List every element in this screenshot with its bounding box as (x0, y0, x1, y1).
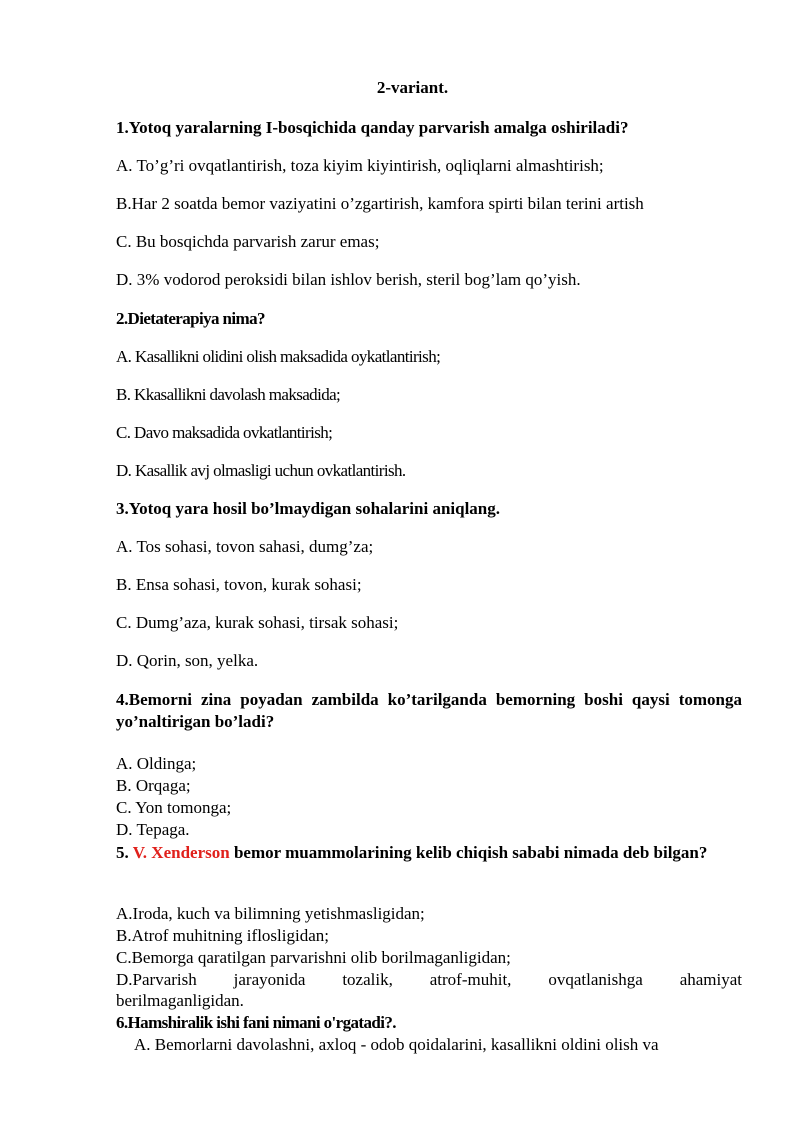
q1-option-c: C. Bu bosqichda parvarish zarur emas; (116, 232, 380, 251)
q1-option-a: A. To’g’ri ovqatlantirish, toza kiyim kiyintirish, oqliqlarni almashtirish; (116, 156, 604, 175)
question-4: 4.Bemorni zina poyadan zambilda ko’tarilganda bemorning boshi qaysi tomonga yo’naltirigan bo’ladi? (116, 690, 742, 731)
q5-author-name: V. Xenderson (132, 843, 230, 862)
question-3: 3.Yotoq yara hosil bo’lmaydigan sohalarini aniqlang. (116, 499, 501, 518)
question-5 (116, 842, 742, 864)
q3-option-a: A. Tos sohasi, tovon sahasi, dumg’za; (116, 537, 374, 556)
q5-option-d-line2: berilmaganligidan. (116, 991, 244, 1010)
q4-option-d: D. Tepaga. (116, 820, 190, 839)
q2-option-a: A. Kasallikni olidini olish maksadida oykatlantirish; (116, 347, 441, 366)
q3-option-d: D. Qorin, son, yelka. (116, 651, 259, 670)
q2-option-d: D. Kasallik avj olmasligi uchun ovkatlantirish. (116, 461, 406, 480)
q3-option-c: C. Dumg’aza, kurak sohasi, tirsak sohasi; (116, 613, 399, 632)
question-6: 6.Hamshiralik ishi fani nimani o'rgatadi?. (116, 1013, 396, 1032)
question-2: 2.Dietaterapiya nima? (116, 309, 265, 328)
q4-option-a: A. Oldinga; (116, 754, 197, 773)
q5-option-b: B.Atrof muhitning iflosligidan; (116, 926, 329, 945)
q1-option-b: B.Har 2 soatda bemor vaziyatini o’zgartirish, kamfora spirti bilan terini artish (116, 194, 644, 213)
q6-option-a: A. Bemorlarni davolashni, axloq - odob qoidalarini, kasallikni oldini olish va (134, 1035, 659, 1054)
q2-option-c: C. Davo maksadida ovkatlantirish; (116, 423, 333, 442)
q4-option-c: C. Yon tomonga; (116, 798, 232, 817)
question-1: 1.Yotoq yaralarning I-bosqichida qanday parvarish amalga oshiriladi? (116, 118, 629, 137)
q1-option-d: D. 3% vodorod peroksidi bilan ishlov berish, steril bog’lam qo’yish. (116, 270, 581, 289)
q4-option-b: B. Orqaga; (116, 776, 191, 795)
q2-option-b: B. Kkasallikni davolash maksadida; (116, 385, 341, 404)
q5-option-c: C.Bemorga qaratilgan parvarishni olib borilmaganligidan; (116, 948, 511, 967)
q3-option-b: B. Ensa sohasi, tovon, kurak sohasi; (116, 575, 362, 594)
q5-number: 5. (116, 843, 133, 862)
variant-title: 2-variant. (376, 78, 449, 97)
q5-option-a: A.Iroda, kuch va bilimning yetishmasligidan; (116, 904, 425, 923)
q5-option-d-line1: D.Parvarish jarayonida tozalik, atrof-muhit, ovqatlanishga ahamiyat (116, 970, 742, 989)
q5-question-text: bemor muammolarining kelib chiqish sababi nimada deb bilgan? (229, 843, 708, 862)
